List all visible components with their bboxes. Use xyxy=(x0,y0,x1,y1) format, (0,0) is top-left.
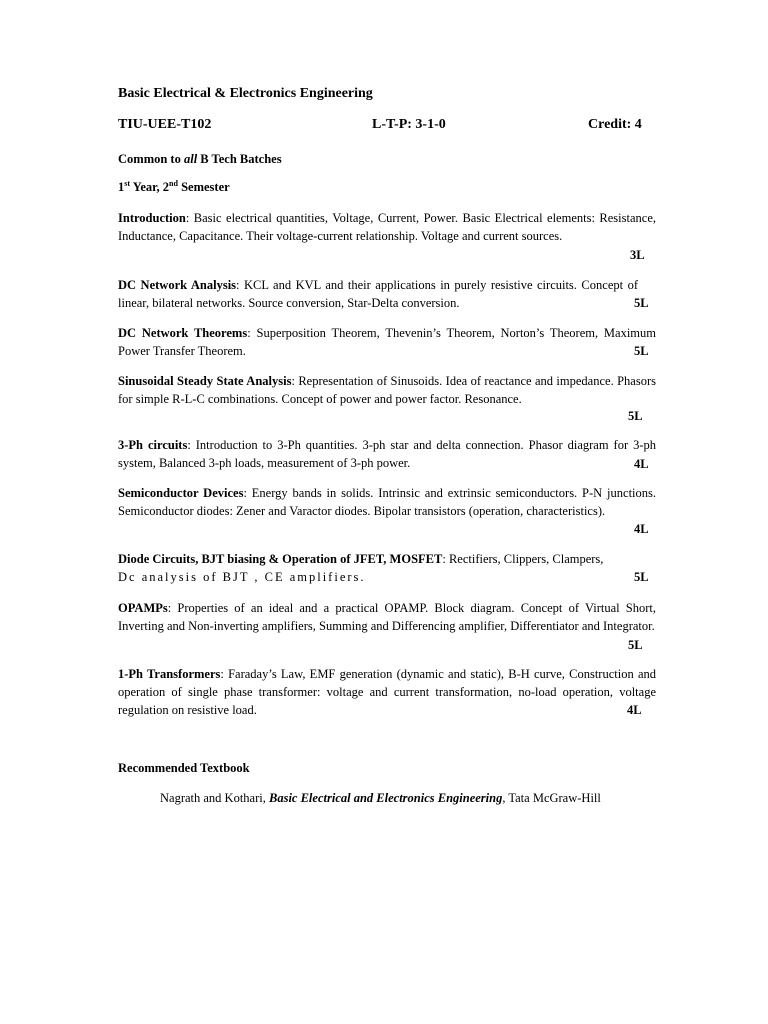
credit-value: Credit: 4 xyxy=(588,117,642,132)
recommended-textbook-entry xyxy=(160,789,601,807)
unit-heading: 3-Ph circuits xyxy=(118,438,188,452)
textbook-title: Basic Electrical and Electronics Engineering xyxy=(269,791,503,805)
unit-hours: 4L xyxy=(634,457,649,471)
unit-heading: Diode Circuits, BJT biasing & Operation of JFET, MOSFET xyxy=(118,552,443,566)
batch-line xyxy=(118,150,282,168)
course-title: Basic Electrical & Electronics Engineering xyxy=(118,86,373,101)
unit-1ph-transformers xyxy=(118,665,656,719)
unit-body: : Rectifiers, Clippers, Clampers, xyxy=(442,552,604,566)
unit-body: : Faraday’s Law, EMF generation (dynamic and static), B-H curve, Construction and operation of single phase transformer: voltage and current transformation, no-load operation, voltage regulation on resistive load. xyxy=(118,667,656,717)
unit-body: : Introduction to 3-Ph quantities. 3-ph star and delta connection. Phasor diagram for 3-ph system, Balanced 3-ph loads, measurement of 3-ph power. xyxy=(118,438,657,470)
unit-diode-circuits xyxy=(118,550,656,568)
unit-hours: 5L xyxy=(634,344,649,358)
year-num: 1 xyxy=(118,180,125,194)
unit-heading: Sinusoidal Steady State Analysis xyxy=(118,374,292,388)
unit-hours: 4L xyxy=(627,703,642,717)
unit-introduction xyxy=(118,209,656,245)
unit-heading: DC Network Analysis xyxy=(118,278,237,292)
batch-suffix: B Tech Batches xyxy=(197,152,282,166)
unit-dc-network-theorems xyxy=(118,324,656,360)
recommended-textbook-heading: Recommended Textbook xyxy=(118,761,250,775)
textbook-authors: Nagrath and Kothari, xyxy=(160,791,269,805)
unit-opamps xyxy=(118,599,656,635)
unit-heading: Semiconductor Devices xyxy=(118,486,244,500)
sem-text: Semester xyxy=(177,180,230,194)
batch-emph: all xyxy=(183,152,198,166)
year-sup: st xyxy=(124,178,131,188)
unit-hours: 4L xyxy=(634,522,649,536)
unit-hours: 5L xyxy=(634,570,649,584)
unit-hours: 5L xyxy=(634,296,649,310)
unit-hours: 5L xyxy=(628,638,643,652)
unit-body: : Energy bands in solids. Intrinsic and extrinsic semiconductors. P-N junctions. Semiconductor diodes: Zener and Varactor diodes. Bipolar transistors (operation, characteristics). xyxy=(118,486,656,518)
unit-heading: DC Network Theorems xyxy=(118,326,248,340)
unit-body: : Representation of Sinusoids. Idea of reactance and impedance. Phasors for simple R-L-C combinations. Concept of power and power factor. Resonance. xyxy=(118,374,656,406)
unit-body-line2: Dc analysis of BJT , CE amplifiers. xyxy=(118,570,366,584)
course-code: TIU-UEE-T102 xyxy=(118,117,212,132)
unit-semiconductor-devices xyxy=(118,484,656,520)
unit-dc-network-analysis xyxy=(118,276,638,312)
batch-prefix: Common to xyxy=(118,152,184,166)
unit-heading: OPAMPs xyxy=(118,601,168,615)
unit-heading: 1-Ph Transformers xyxy=(118,667,221,681)
unit-body: : Basic electrical quantities, Voltage, Current, Power. Basic Electrical elements: Resistance, Inductance, Capacitance. Their voltage-current relationship. Voltage and current sources. xyxy=(118,211,656,243)
unit-sinusoidal-steady-state xyxy=(118,372,656,408)
unit-hours: 3L xyxy=(630,248,645,262)
year-text: Year, 2 xyxy=(130,180,170,194)
unit-body: : Properties of an ideal and a practical OPAMP. Block diagram. Concept of Virtual Short, Inverting and Non-inverting amplifiers, Summing and Differencing amplifier, Differentiator and Integrator. xyxy=(118,601,656,633)
textbook-publisher: , Tata McGraw-Hill xyxy=(502,791,601,805)
unit-body: : KCL and KVL and their applications in purely resistive circuits. Concept of linear, bilateral networks. Source conversion, Star-Delta conversion. xyxy=(118,278,638,310)
sem-sup: nd xyxy=(169,178,178,188)
unit-3ph-circuits xyxy=(118,436,656,472)
year-semester-line xyxy=(118,178,230,196)
unit-body: : Superposition Theorem, Thevenin’s Theorem, Norton’s Theorem, Maximum Power Transfer Theorem. xyxy=(118,326,656,358)
unit-heading: Introduction xyxy=(118,211,186,225)
ltp-value: L-T-P: 3-1-0 xyxy=(372,117,446,132)
unit-hours: 5L xyxy=(628,409,643,423)
